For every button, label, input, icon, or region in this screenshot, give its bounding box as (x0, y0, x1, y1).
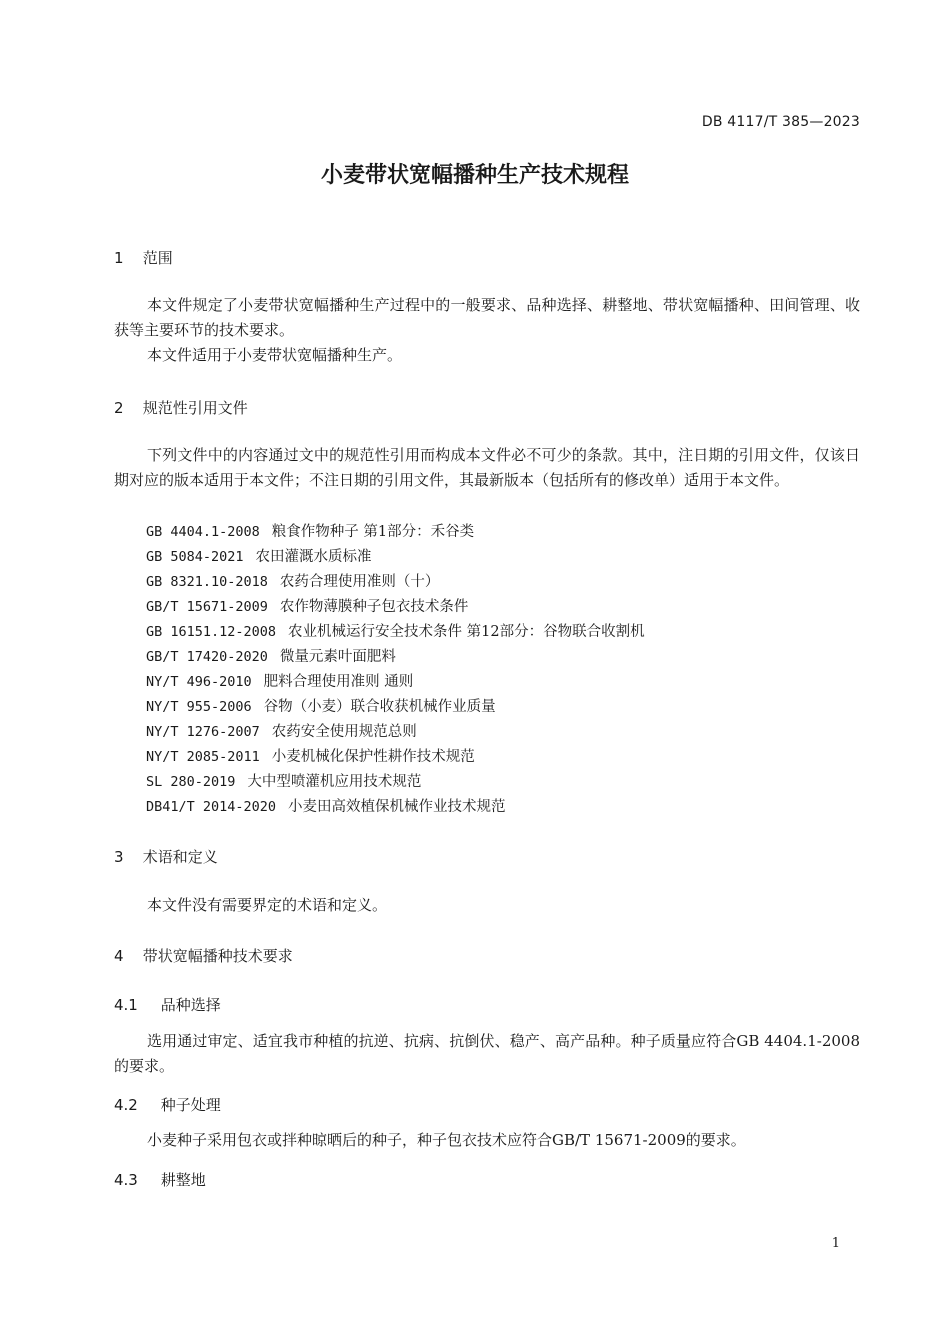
reference-name: 谷物（小麦）联合收获机械作业质量 (263, 699, 496, 715)
section-4-1-heading (114, 994, 221, 1015)
paragraph: 小麦种子采用包衣或拌种晾晒后的种子，种子包衣技术应符合GB/T 15671-2009的要求。 (147, 1131, 746, 1149)
reference-name: 农作物薄膜种子包衣技术条件 (279, 599, 469, 615)
paragraph: 本文件没有需要界定的术语和定义。 (147, 896, 388, 914)
section-title: 品种选择 (160, 996, 221, 1014)
paragraph: 下列文件中的内容通过文中的规范性引用而构成本文件必不可少的条款。其中，注日期的引用文件，仅该日期对应的版本适用于本文件；不注日期的引用文件，其最新版本（包括所有的修改单）适用于本文件。 (114, 446, 860, 489)
reference-item (146, 620, 645, 641)
reference-code: SL 280-2019 (146, 774, 236, 790)
reference-name: 农业机械运行安全技术条件 第12部分：谷物联合收割机 (288, 624, 645, 640)
section-number: 4.2 (114, 1096, 138, 1114)
document-code: DB 4117/T 385—2023 (701, 114, 860, 130)
section-title: 耕整地 (160, 1171, 206, 1189)
section-title: 带状宽幅播种技术要求 (142, 947, 293, 965)
section-number: 4.3 (114, 1171, 138, 1189)
reference-item (146, 770, 421, 791)
section-4-heading (114, 945, 293, 966)
reference-code: NY/T 2085-2011 (146, 749, 260, 765)
reference-item (146, 570, 439, 591)
section-number: 4.1 (114, 996, 138, 1014)
reference-code: GB 5084-2021 (146, 549, 244, 565)
reference-item (146, 545, 372, 566)
reference-item (146, 745, 475, 766)
reference-item (146, 720, 417, 741)
reference-item (146, 670, 413, 691)
section-1-heading (114, 247, 173, 268)
section-title: 术语和定义 (142, 848, 218, 866)
document-title: 小麦带状宽幅播种生产技术规程 (320, 163, 629, 188)
section-3-heading (114, 846, 218, 867)
reference-name: 粮食作物种子 第1部分：禾谷类 (271, 524, 475, 540)
reference-code: NY/T 955-2006 (146, 699, 252, 715)
reference-name: 肥料合理使用准则 通则 (263, 674, 414, 690)
section-number: 1 (114, 249, 124, 267)
reference-code: DB41/T 2014-2020 (146, 799, 277, 815)
section-title: 规范性引用文件 (142, 399, 248, 417)
reference-code: GB 4404.1-2008 (146, 524, 260, 540)
reference-code: NY/T 1276-2007 (146, 724, 260, 740)
reference-item (146, 795, 506, 816)
page-number: 1 (831, 1236, 840, 1251)
section-4-2-heading (114, 1094, 221, 1115)
reference-name: 小麦田高效植保机械作业技术规范 (288, 799, 506, 815)
paragraph: 选用通过审定、适宜我市种植的抗逆、抗病、抗倒伏、稳产、高产品种。种子质量应符合GB 4404.1-2008的要求。 (114, 1032, 860, 1075)
paragraph: 本文件适用于小麦带状宽幅播种生产。 (147, 346, 403, 364)
reference-name: 农药合理使用准则（十） (279, 574, 440, 590)
section-number: 2 (114, 399, 124, 417)
reference-name: 微量元素叶面肥料 (279, 649, 396, 665)
reference-name: 农田灌溉水质标准 (255, 549, 372, 565)
reference-name: 小麦机械化保护性耕作技术规范 (271, 749, 475, 765)
reference-item (146, 520, 474, 541)
section-title: 范围 (142, 249, 173, 267)
reference-item (146, 645, 396, 666)
reference-code: GB 8321.10-2018 (146, 574, 268, 590)
reference-code: GB/T 15671-2009 (146, 599, 268, 615)
section-4-3-heading (114, 1169, 206, 1190)
reference-code: GB 16151.12-2008 (146, 624, 277, 640)
section-number: 3 (114, 848, 124, 866)
reference-name: 大中型喷灌机应用技术规范 (247, 774, 422, 790)
reference-code: GB/T 17420-2020 (146, 649, 268, 665)
section-number: 4 (114, 947, 124, 965)
reference-code: NY/T 496-2010 (146, 674, 252, 690)
section-title: 种子处理 (160, 1096, 221, 1114)
section-2-heading (114, 397, 248, 418)
reference-item (146, 595, 468, 616)
reference-item (146, 695, 496, 716)
paragraph: 本文件规定了小麦带状宽幅播种生产过程中的一般要求、品种选择、耕整地、带状宽幅播种、田间管理、收获等主要环节的技术要求。 (114, 296, 860, 339)
reference-name: 农药安全使用规范总则 (271, 724, 417, 740)
